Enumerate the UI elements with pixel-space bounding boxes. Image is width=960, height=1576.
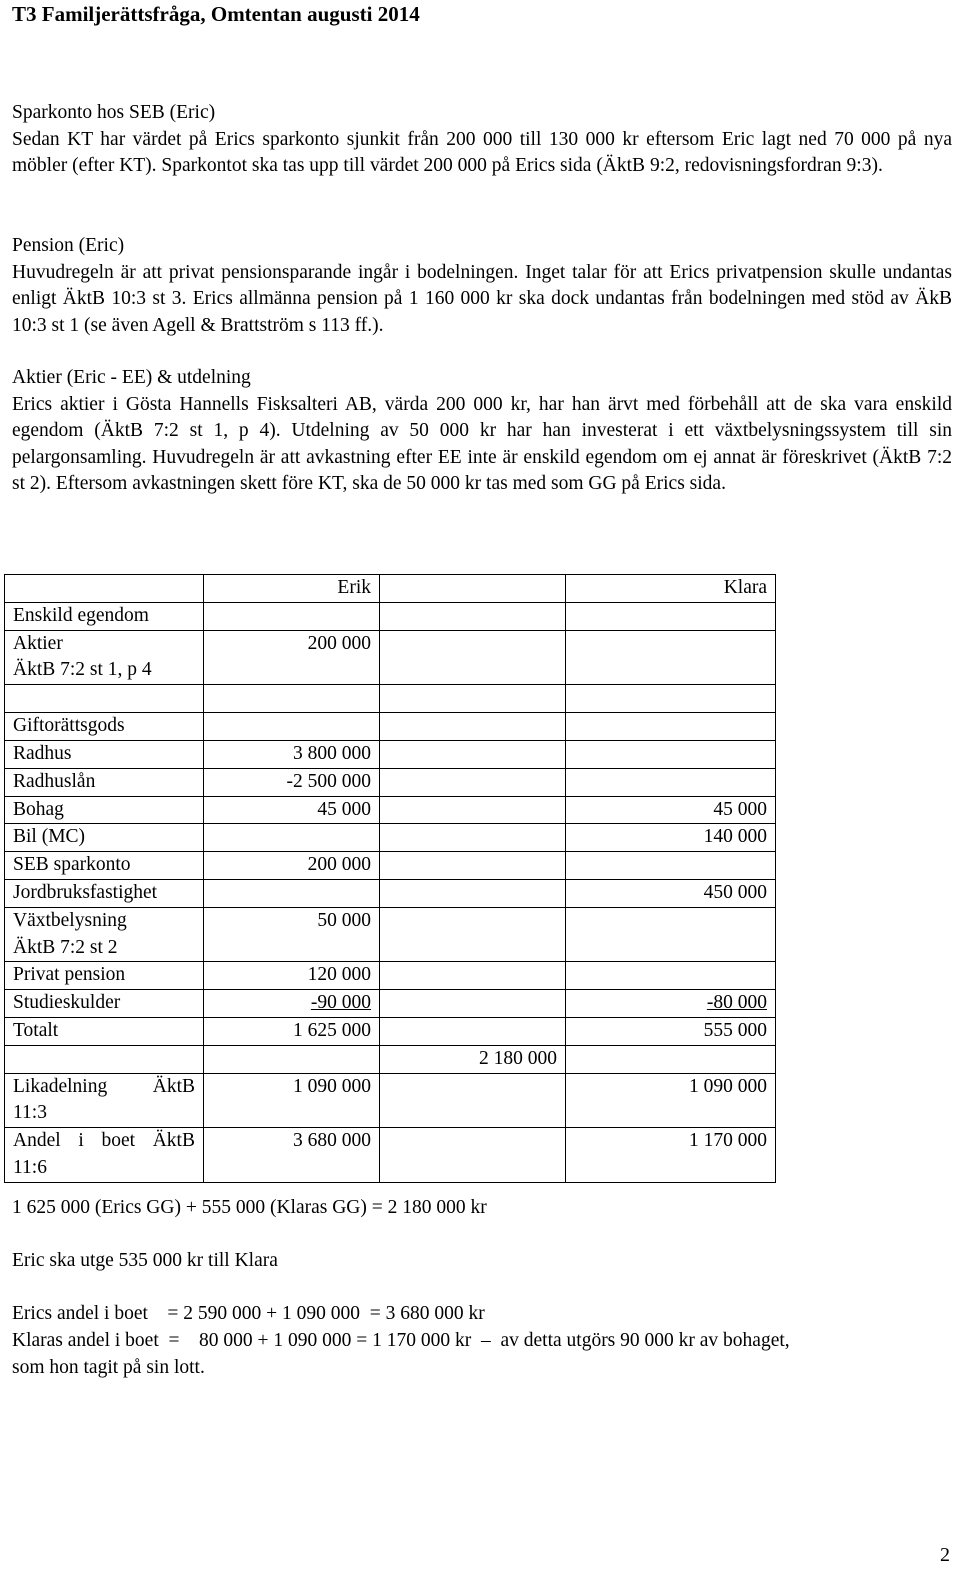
table-cell: [5, 575, 204, 603]
row-label: [5, 1073, 204, 1128]
calc-line: 1 625 000 (Erics GG) + 555 000 (Klaras GG) = 2 180 000 kr: [12, 1197, 487, 1218]
table-cell: [380, 852, 566, 880]
row-label: Bohag: [5, 796, 204, 824]
column-header-klara: Klara: [566, 575, 776, 603]
section-sparkonto: [12, 100, 952, 180]
row-label: [5, 630, 204, 685]
erik-value: 3 800 000: [204, 740, 380, 768]
table-cell: [204, 685, 380, 713]
klara-value: 45 000: [566, 796, 776, 824]
table-cell: [566, 962, 776, 990]
table-cell: [380, 1073, 566, 1128]
table-cell: [380, 575, 566, 603]
underlined-value: -80 000: [706, 992, 767, 1014]
label-word: Andel: [13, 1130, 61, 1152]
erik-value: 50 000: [204, 907, 380, 962]
erik-value: 120 000: [204, 962, 380, 990]
klara-value: [566, 852, 776, 880]
table-cell: [380, 630, 566, 685]
row-label: [5, 907, 204, 962]
table-cell: [380, 962, 566, 990]
table-cell: [380, 602, 566, 630]
calc-line: som hon tagit på sin lott.: [12, 1357, 205, 1378]
table-row: [5, 602, 776, 630]
table-row: [5, 1073, 776, 1128]
table-row: [5, 713, 776, 741]
calc-line: Eric ska utge 535 000 kr till Klara: [12, 1250, 278, 1271]
klara-total: 555 000: [566, 1017, 776, 1045]
erik-value: 1 090 000: [204, 1073, 380, 1128]
table-cell: [566, 713, 776, 741]
table-cell: [380, 796, 566, 824]
table-row: [5, 990, 776, 1018]
table-row: [5, 1128, 776, 1183]
table-row: [5, 796, 776, 824]
table-cell: [204, 713, 380, 741]
table-cell: [5, 1045, 204, 1073]
table-cell: [380, 768, 566, 796]
klara-value: 450 000: [566, 879, 776, 907]
erik-value: [204, 824, 380, 852]
section-heading: Aktier (Eric - EE) & utdelning: [12, 367, 251, 388]
klara-value: [566, 990, 776, 1018]
row-label: Totalt: [5, 1017, 204, 1045]
label-word: Likadelning: [13, 1075, 108, 1097]
bodelning-table: [4, 574, 776, 1183]
row-label: Giftorättsgods: [5, 713, 204, 741]
klara-value: [566, 740, 776, 768]
table-row: [5, 1045, 776, 1073]
row-label-ref: ÄktB 7:2 st 1, p 4: [13, 659, 152, 681]
row-label: Jordbruksfastighet: [5, 879, 204, 907]
row-label-ref: 11:3: [13, 1102, 47, 1124]
section-aktier: [12, 365, 952, 498]
klara-value: [566, 768, 776, 796]
erik-value: -2 500 000: [204, 768, 380, 796]
table-cell: [566, 630, 776, 685]
column-header-erik: Erik: [204, 575, 380, 603]
row-label: Studieskulder: [5, 990, 204, 1018]
section-text: Erics aktier i Gösta Hannells Fisksalteri AB, värda 200 000 kr, har han ärvt med förbehåll att de ska vara enskild egendom (ÄktB 7:2 st 1, p 4). Utdelning av 50 000 kr har han investerat i ett växtbelysningssystem till sin pelargonsamling. Huvudregeln är att avkastning efter EE inte är enskild egendom om ej annat är föreskrivet (ÄktB 7:2 st 2). Eftersom avkastningen skett före KT, ska de 50 000 kr tas med som GG på Erics sida.: [12, 393, 952, 495]
row-label: Radhuslån: [5, 768, 204, 796]
table-cell: [566, 602, 776, 630]
table-cell: [380, 990, 566, 1018]
page-number: 2: [940, 1544, 950, 1566]
section-pension: [12, 233, 952, 339]
table-row: [5, 907, 776, 962]
erik-value: [204, 990, 380, 1018]
table-header-row: [5, 575, 776, 603]
row-label: [5, 1128, 204, 1183]
underlined-value: -90 000: [310, 992, 371, 1014]
klara-value: 140 000: [566, 824, 776, 852]
label-word: i: [78, 1130, 84, 1152]
section-text: Huvudregeln är att privat pensionsparande ingår i bodelningen. Inget talar för att Erics privatpension skulle undantas enligt ÄktB 10:3 st 3. Erics allmänna pension på 1 160 000 kr ska dock undantas från bodelningen med stöd av ÄkB 10:3 st 1 (se även Agell & Brattström s 113 ff.).: [12, 261, 952, 336]
label-word: ÄktB: [152, 1075, 195, 1097]
row-label-ref: 11:6: [13, 1156, 47, 1178]
section-heading: Pension (Eric): [12, 235, 125, 256]
row-label: Privat pension: [5, 962, 204, 990]
table-row: [5, 740, 776, 768]
table-row: [5, 685, 776, 713]
row-label-main: [13, 1128, 195, 1155]
table-cell: [380, 879, 566, 907]
table-row: [5, 1017, 776, 1045]
table-cell: [566, 1045, 776, 1073]
table-cell: [380, 824, 566, 852]
table-row: [5, 852, 776, 880]
row-label-main: Växtbelysning: [13, 909, 127, 931]
row-label: Bil (MC): [5, 824, 204, 852]
table-cell: [380, 740, 566, 768]
table-cell: [204, 1045, 380, 1073]
row-label-ref: ÄktB 7:2 st 2: [13, 936, 118, 958]
calc-line: Erics andel i boet = 2 590 000 + 1 090 000 = 3 680 000 kr: [12, 1303, 485, 1324]
section-heading: Sparkonto hos SEB (Eric): [12, 102, 216, 123]
klara-value: 1 170 000: [566, 1128, 776, 1183]
erik-value: 200 000: [204, 852, 380, 880]
table-row: [5, 879, 776, 907]
table-cell: [566, 685, 776, 713]
row-label: Enskild egendom: [5, 602, 204, 630]
table-cell: [380, 1128, 566, 1183]
section-text: Sedan KT har värdet på Erics sparkonto sjunkit från 200 000 till 130 000 kr eftersom Eric lagt ned 70 000 på nya möbler (efter KT). Sparkontot ska tas upp till värdet 200 000 på Erics sida (ÄktB 9:2, redovisningsfordran 9:3).: [12, 128, 952, 177]
row-label-main: [13, 1074, 195, 1101]
table-cell: [5, 685, 204, 713]
table-cell: [380, 1017, 566, 1045]
label-word: ÄktB: [152, 1130, 195, 1152]
erik-value: 3 680 000: [204, 1128, 380, 1183]
row-label-main: Aktier: [13, 632, 63, 654]
table-cell: [380, 907, 566, 962]
erik-value: 200 000: [204, 630, 380, 685]
row-label: SEB sparkonto: [5, 852, 204, 880]
erik-value: 45 000: [204, 796, 380, 824]
table-cell: [566, 907, 776, 962]
table-row: [5, 962, 776, 990]
table-row: [5, 824, 776, 852]
table-cell: [204, 602, 380, 630]
label-word: boet: [101, 1130, 136, 1152]
table-row: [5, 768, 776, 796]
row-label: Radhus: [5, 740, 204, 768]
table-row: [5, 630, 776, 685]
erik-value: [204, 879, 380, 907]
table-cell: [380, 713, 566, 741]
document-title: T3 Familjerättsfråga, Omtentan augusti 2014: [12, 2, 420, 26]
table-cell: [380, 685, 566, 713]
erik-total: 1 625 000: [204, 1017, 380, 1045]
combined-total: 2 180 000: [380, 1045, 566, 1073]
calc-line: Klaras andel i boet = 80 000 + 1 090 000 = 1 170 000 kr – av detta utgörs 90 000 kr av bohaget,: [12, 1330, 790, 1351]
klara-value: 1 090 000: [566, 1073, 776, 1128]
